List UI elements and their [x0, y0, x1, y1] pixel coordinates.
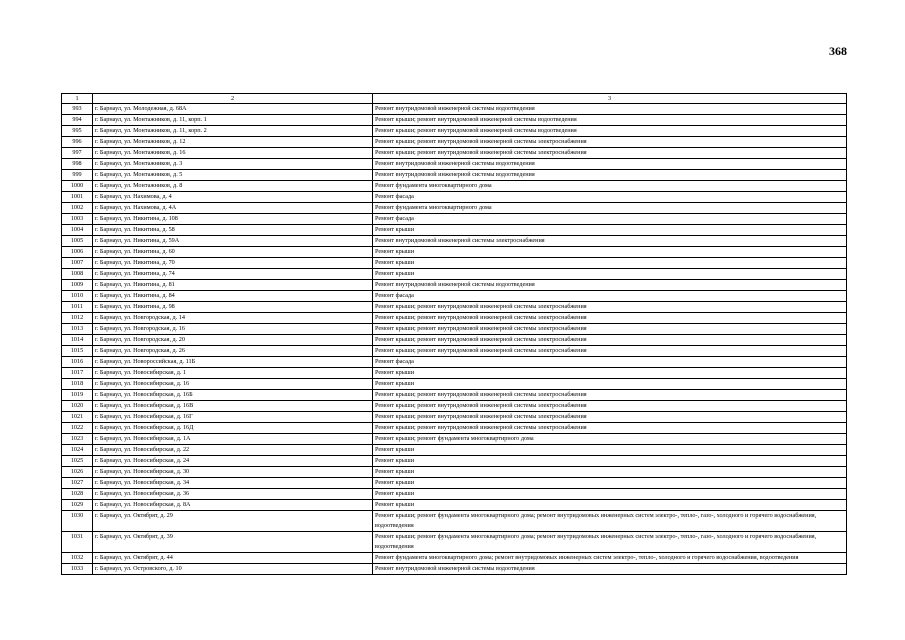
- work-type-cell: Ремонт фундамента многоквартирного дома; ремонт внутридомовых инженерных систем электро-, тепло-, холодного и горячего водоснабжения, водоотведения: [373, 553, 847, 564]
- table-row: [62, 258, 847, 269]
- work-type-cell: Ремонт крыши; ремонт внутридомовой инженерной системы электроснабжения: [373, 324, 847, 335]
- row-number-cell: 1006: [62, 247, 93, 258]
- address-cell: г. Барнаул, ул. Новосибирская, д. 1: [93, 368, 373, 379]
- address-cell: г. Барнаул, ул. Островского, д. 10: [93, 564, 373, 575]
- table-body: [62, 104, 847, 575]
- work-type-cell: Ремонт крыши; ремонт внутридомовой инженерной системы электроснабжения: [373, 313, 847, 324]
- work-type-cell: Ремонт крыши; ремонт внутридомовой инженерной системы электроснабжения: [373, 302, 847, 313]
- header-row: [62, 94, 847, 104]
- work-type-cell: Ремонт фундамента многоквартирного дома: [373, 181, 847, 192]
- row-number-cell: 1000: [62, 181, 93, 192]
- page-number: 368: [829, 44, 847, 58]
- address-cell: г. Барнаул, ул. Монтажников, д. 8: [93, 181, 373, 192]
- row-number-cell: 1030: [62, 511, 93, 532]
- table-row: [62, 280, 847, 291]
- work-type-cell: Ремонт крыши; ремонт фундамента многоквартирного дома: [373, 434, 847, 445]
- address-cell: г. Барнаул, ул. Никитина, д. 81: [93, 280, 373, 291]
- column-header-number: 1: [62, 94, 93, 104]
- table-row: [62, 412, 847, 423]
- table-row: [62, 181, 847, 192]
- work-type-cell: Ремонт фасада: [373, 192, 847, 203]
- table-row: [62, 456, 847, 467]
- address-cell: г. Барнаул, ул. Нахимова, д. 4: [93, 192, 373, 203]
- address-cell: г. Барнаул, ул. Монтажников, д. 11, корп. 2: [93, 126, 373, 137]
- address-cell: г. Барнаул, ул. Никитина, д. 98: [93, 302, 373, 313]
- table-row: [62, 379, 847, 390]
- row-number-cell: 1023: [62, 434, 93, 445]
- address-cell: г. Барнаул, ул. Новороссийская, д. 11Б: [93, 357, 373, 368]
- row-number-cell: 1026: [62, 467, 93, 478]
- work-type-cell: Ремонт крыши; ремонт внутридомовой инженерной системы водоотведения: [373, 115, 847, 126]
- row-number-cell: 1002: [62, 203, 93, 214]
- address-cell: г. Барнаул, ул. Никитина, д. 84: [93, 291, 373, 302]
- work-type-cell: Ремонт крыши: [373, 269, 847, 280]
- row-number-cell: 1007: [62, 258, 93, 269]
- address-cell: г. Барнаул, ул. Новосибирская, д. 16В: [93, 401, 373, 412]
- table-row: [62, 170, 847, 181]
- work-type-cell: Ремонт крыши: [373, 478, 847, 489]
- row-number-cell: 1025: [62, 456, 93, 467]
- row-number-cell: 993: [62, 104, 93, 115]
- work-type-cell: Ремонт фасада: [373, 291, 847, 302]
- address-cell: г. Барнаул, ул. Новосибирская, д. 36: [93, 489, 373, 500]
- table-row: [62, 302, 847, 313]
- work-type-cell: Ремонт крыши; ремонт внутридомовой инженерной системы электроснабжения: [373, 346, 847, 357]
- column-header-address: 2: [93, 94, 373, 104]
- address-cell: г. Барнаул, ул. Октябрят, д. 29: [93, 511, 373, 532]
- table-row: [62, 291, 847, 302]
- address-cell: г. Барнаул, ул. Новосибирская, д. 8А: [93, 500, 373, 511]
- address-cell: г. Барнаул, ул. Новгородская, д. 26: [93, 346, 373, 357]
- work-type-cell: Ремонт крыши: [373, 379, 847, 390]
- address-cell: г. Барнаул, ул. Монтажников, д. 3: [93, 159, 373, 170]
- table-row: [62, 489, 847, 500]
- work-type-cell: Ремонт крыши: [373, 225, 847, 236]
- row-number-cell: 996: [62, 137, 93, 148]
- address-cell: г. Барнаул, ул. Октябрят, д. 44: [93, 553, 373, 564]
- row-number-cell: 1008: [62, 269, 93, 280]
- table-row: [62, 445, 847, 456]
- address-cell: г. Барнаул, ул. Новосибирская, д. 24: [93, 456, 373, 467]
- address-cell: г. Барнаул, ул. Новгородская, д. 20: [93, 335, 373, 346]
- work-type-cell: Ремонт крыши; ремонт внутридомовой инженерной системы электроснабжения: [373, 390, 847, 401]
- row-number-cell: 1017: [62, 368, 93, 379]
- row-number-cell: 1032: [62, 553, 93, 564]
- table-row: [62, 511, 847, 532]
- work-type-cell: Ремонт крыши: [373, 247, 847, 258]
- address-cell: г. Барнаул, ул. Нахимова, д. 4А: [93, 203, 373, 214]
- work-type-cell: Ремонт внутридомовой инженерной системы водоотведения: [373, 159, 847, 170]
- row-number-cell: 1020: [62, 401, 93, 412]
- row-number-cell: 1031: [62, 532, 93, 553]
- work-type-cell: Ремонт внутридомовой инженерной системы водоотведения: [373, 104, 847, 115]
- work-type-cell: Ремонт крыши; ремонт внутридомовой инженерной системы электроснабжения: [373, 401, 847, 412]
- work-type-cell: Ремонт внутридомовой инженерной системы водоотведения: [373, 564, 847, 575]
- table-row: [62, 500, 847, 511]
- work-type-cell: Ремонт фасада: [373, 214, 847, 225]
- table-row: [62, 532, 847, 553]
- address-cell: г. Барнаул, ул. Никитина, д. 59А: [93, 236, 373, 247]
- table-row: [62, 225, 847, 236]
- table-row: [62, 269, 847, 280]
- address-cell: г. Барнаул, ул. Новгородская, д. 16: [93, 324, 373, 335]
- address-cell: г. Барнаул, ул. Молодежная, д. 68А: [93, 104, 373, 115]
- row-number-cell: 1004: [62, 225, 93, 236]
- table-row: [62, 553, 847, 564]
- work-type-cell: Ремонт фасада: [373, 357, 847, 368]
- table-row: [62, 390, 847, 401]
- table-row: [62, 247, 847, 258]
- row-number-cell: 1003: [62, 214, 93, 225]
- row-number-cell: 998: [62, 159, 93, 170]
- address-cell: г. Барнаул, ул. Новосибирская, д. 34: [93, 478, 373, 489]
- row-number-cell: 1028: [62, 489, 93, 500]
- address-cell: г. Барнаул, ул. Новосибирская, д. 16Б: [93, 390, 373, 401]
- table-row: [62, 313, 847, 324]
- address-cell: г. Барнаул, ул. Новосибирская, д. 22: [93, 445, 373, 456]
- table-row: [62, 478, 847, 489]
- work-type-cell: Ремонт фундамента многоквартирного дома: [373, 203, 847, 214]
- row-number-cell: 1021: [62, 412, 93, 423]
- row-number-cell: 1009: [62, 280, 93, 291]
- address-cell: г. Барнаул, ул. Никитина, д. 58: [93, 225, 373, 236]
- row-number-cell: 1012: [62, 313, 93, 324]
- table-row: [62, 214, 847, 225]
- table-row: [62, 423, 847, 434]
- address-cell: г. Барнаул, ул. Никитина, д. 60: [93, 247, 373, 258]
- work-type-cell: Ремонт крыши; ремонт внутридомовой инженерной системы водоотведения: [373, 126, 847, 137]
- row-number-cell: 1027: [62, 478, 93, 489]
- table-row: [62, 368, 847, 379]
- address-cell: г. Барнаул, ул. Новосибирская, д. 16Д: [93, 423, 373, 434]
- address-cell: г. Барнаул, ул. Монтажников, д. 12: [93, 137, 373, 148]
- work-type-cell: Ремонт крыши; ремонт внутридомовой инженерной системы электроснабжения: [373, 423, 847, 434]
- repair-list-table: [61, 93, 847, 575]
- row-number-cell: 1011: [62, 302, 93, 313]
- work-type-cell: Ремонт крыши: [373, 489, 847, 500]
- row-number-cell: 999: [62, 170, 93, 181]
- work-type-cell: Ремонт крыши: [373, 500, 847, 511]
- address-cell: г. Барнаул, ул. Новосибирская, д. 1А: [93, 434, 373, 445]
- row-number-cell: 1024: [62, 445, 93, 456]
- row-number-cell: 997: [62, 148, 93, 159]
- table-header: [62, 94, 847, 104]
- work-type-cell: Ремонт крыши; ремонт внутридомовой инженерной системы электроснабжения: [373, 412, 847, 423]
- row-number-cell: 1010: [62, 291, 93, 302]
- table-row: [62, 137, 847, 148]
- table-row: [62, 148, 847, 159]
- table-row: [62, 159, 847, 170]
- table-row: [62, 434, 847, 445]
- work-type-cell: Ремонт крыши: [373, 445, 847, 456]
- table-row: [62, 467, 847, 478]
- work-type-cell: Ремонт крыши: [373, 456, 847, 467]
- row-number-cell: 1001: [62, 192, 93, 203]
- row-number-cell: 1013: [62, 324, 93, 335]
- row-number-cell: 1018: [62, 379, 93, 390]
- row-number-cell: 1014: [62, 335, 93, 346]
- table-row: [62, 564, 847, 575]
- address-cell: г. Барнаул, ул. Новгородская, д. 14: [93, 313, 373, 324]
- table-row: [62, 346, 847, 357]
- address-cell: г. Барнаул, ул. Новосибирская, д. 16: [93, 379, 373, 390]
- work-type-cell: Ремонт крыши; ремонт внутридомовой инженерной системы электроснабжения: [373, 137, 847, 148]
- address-cell: г. Барнаул, ул. Никитина, д. 74: [93, 269, 373, 280]
- address-cell: г. Барнаул, ул. Монтажников, д. 11, корп. 1: [93, 115, 373, 126]
- work-type-cell: Ремонт крыши; ремонт фундамента многоквартирного дома; ремонт внутридомовых инженерных систем электро-, тепло-, газо-, холодного и горячего водоснабжения, водоотведения: [373, 511, 847, 532]
- row-number-cell: 1019: [62, 390, 93, 401]
- table-row: [62, 324, 847, 335]
- table-row: [62, 401, 847, 412]
- row-number-cell: 1015: [62, 346, 93, 357]
- address-cell: г. Барнаул, ул. Новосибирская, д. 30: [93, 467, 373, 478]
- table-row: [62, 236, 847, 247]
- table-row: [62, 115, 847, 126]
- row-number-cell: 1022: [62, 423, 93, 434]
- table-row: [62, 126, 847, 137]
- column-header-work-type: 3: [373, 94, 847, 104]
- table-row: [62, 335, 847, 346]
- work-type-cell: Ремонт крыши: [373, 368, 847, 379]
- row-number-cell: 1033: [62, 564, 93, 575]
- row-number-cell: 1029: [62, 500, 93, 511]
- work-type-cell: Ремонт крыши; ремонт внутридомовой инженерной системы электроснабжения: [373, 335, 847, 346]
- address-cell: г. Барнаул, ул. Октябрят, д. 39: [93, 532, 373, 553]
- row-number-cell: 995: [62, 126, 93, 137]
- table-row: [62, 104, 847, 115]
- work-type-cell: Ремонт внутридомовой инженерной системы электроснабжения: [373, 236, 847, 247]
- work-type-cell: Ремонт внутридомовой инженерной системы водоотведения: [373, 280, 847, 291]
- work-type-cell: Ремонт крыши: [373, 467, 847, 478]
- work-type-cell: Ремонт крыши; ремонт фундамента многоквартирного дома; ремонт внутридомовых инженерных систем электро-, тепло-, газо-, холодного и горячего водоснабжения, водоотведения: [373, 532, 847, 553]
- address-cell: г. Барнаул, ул. Новосибирская, д. 16Г: [93, 412, 373, 423]
- table-row: [62, 203, 847, 214]
- work-type-cell: Ремонт крыши; ремонт внутридомовой инженерной системы электроснабжения: [373, 148, 847, 159]
- address-cell: г. Барнаул, ул. Никитина, д. 70: [93, 258, 373, 269]
- row-number-cell: 1016: [62, 357, 93, 368]
- work-type-cell: Ремонт крыши: [373, 258, 847, 269]
- document-table-container: [61, 93, 847, 575]
- address-cell: г. Барнаул, ул. Никитина, д. 108: [93, 214, 373, 225]
- table-row: [62, 357, 847, 368]
- row-number-cell: 1005: [62, 236, 93, 247]
- work-type-cell: Ремонт внутридомовой инженерной системы водоотведения: [373, 170, 847, 181]
- table-row: [62, 192, 847, 203]
- address-cell: г. Барнаул, ул. Монтажников, д. 5: [93, 170, 373, 181]
- address-cell: г. Барнаул, ул. Монтажников, д. 16: [93, 148, 373, 159]
- row-number-cell: 994: [62, 115, 93, 126]
